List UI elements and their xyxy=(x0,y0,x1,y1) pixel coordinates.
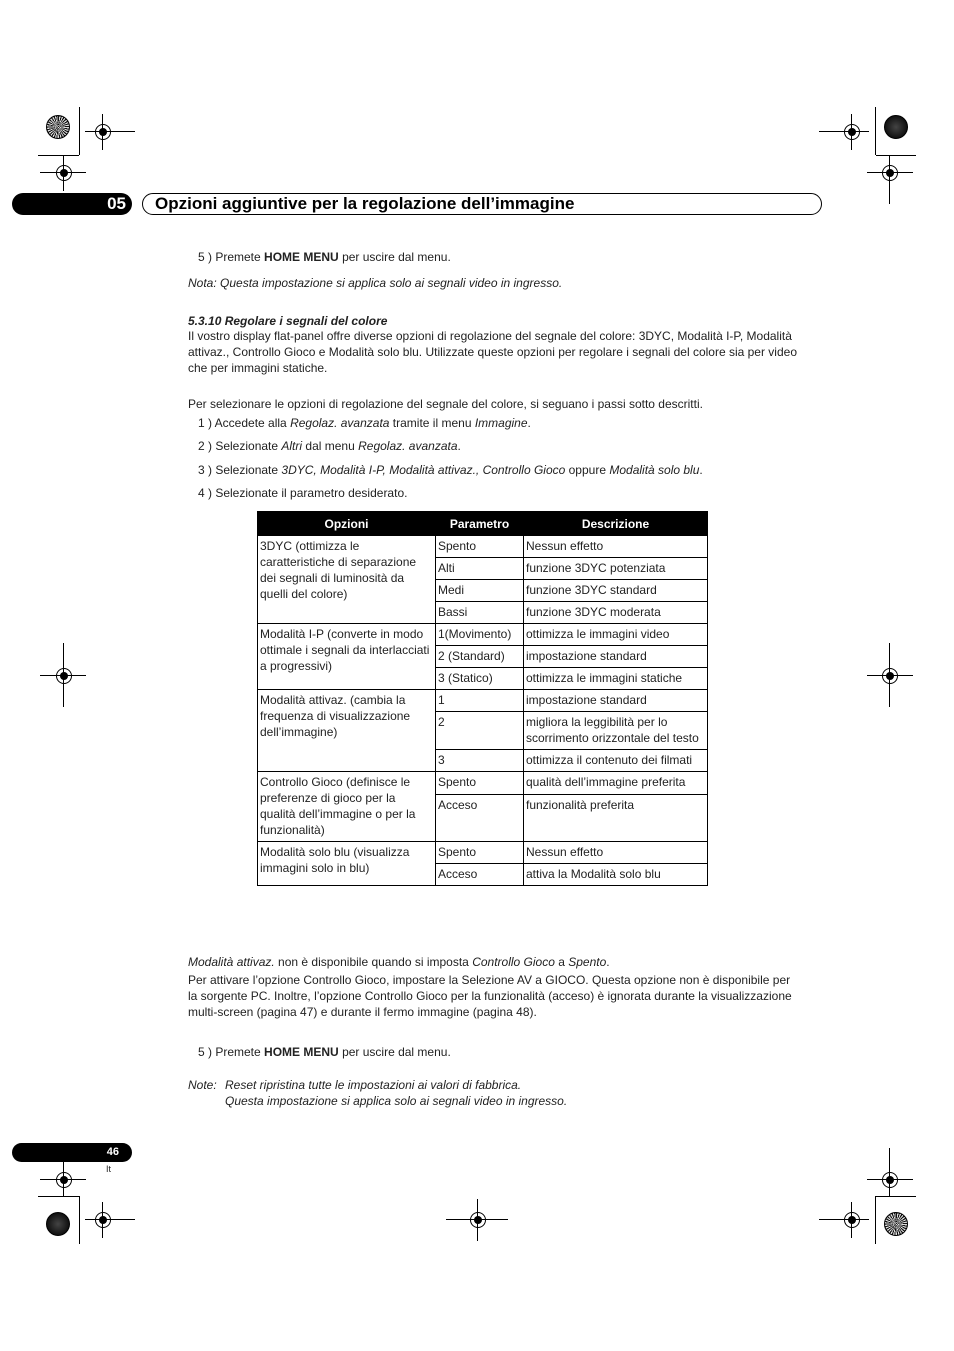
option-cell: Modalità solo blu (visualizza immagini solo in blu) xyxy=(258,842,436,886)
option-cell: 3DYC (ottimizza le caratteristiche di separazione dei segnali di luminosità da quelli del colore) xyxy=(258,536,436,624)
table-row xyxy=(258,772,708,795)
color-signal-options-table xyxy=(257,511,708,886)
desc-cell: ottimizza le immagini video xyxy=(524,624,708,646)
desc-cell: funzione 3DYC standard xyxy=(524,580,708,602)
color-wheel-icon xyxy=(46,115,70,139)
registration-mark-icon xyxy=(844,124,860,140)
registration-mark-icon xyxy=(56,1172,72,1188)
param-cell: 1 xyxy=(436,690,524,712)
param-cell: Alti xyxy=(436,558,524,580)
desc-cell: funzione 3DYC potenziata xyxy=(524,558,708,580)
section-para1-line3: che per immagini statiche. xyxy=(188,361,328,375)
param-cell: Medi xyxy=(436,580,524,602)
param-cell: Bassi xyxy=(436,602,524,624)
color-wheel-icon xyxy=(884,1212,908,1236)
param-cell: 1(Movimento) xyxy=(436,624,524,646)
step-3: 3 ) Selezionate 3DYC, Modalità I-P, Modalità attivaz., Controllo Gioco oppure Modalità solo blu. xyxy=(198,463,703,477)
desc-cell: attiva la Modalità solo blu xyxy=(524,864,708,886)
page-number-badge xyxy=(12,1143,132,1162)
section-para2: Per selezionare le opzioni di regolazione del segnale del colore, si seguano i passi sotto descritti. xyxy=(188,397,703,411)
header-descrizione: Descrizione xyxy=(524,512,708,536)
table-header-row xyxy=(258,512,708,536)
table-row xyxy=(258,536,708,558)
registration-mark-icon xyxy=(844,1212,860,1228)
registration-mark-icon xyxy=(95,1212,111,1228)
option-cell: Controllo Gioco (definisce le preferenze di gioco per la qualità dell’immagine o per la funzionalità) xyxy=(258,772,436,842)
desc-cell: funzionalità preferita xyxy=(524,795,708,842)
section-para1-line2: attivaz., Controllo Gioco e Modalità solo blu. Utilizzate queste opzioni per regolare i segnali del colore sia per video xyxy=(188,345,797,359)
registration-mark-icon xyxy=(95,124,111,140)
param-cell: 2 xyxy=(436,712,524,750)
table-row xyxy=(258,624,708,646)
param-cell: 2 (Standard) xyxy=(436,646,524,668)
step-4: 4 ) Selezionate il parametro desiderato. xyxy=(198,486,408,500)
registration-mark-icon xyxy=(56,165,72,181)
registration-mark-icon xyxy=(56,668,72,684)
color-wheel-icon xyxy=(884,115,908,139)
param-cell: Acceso xyxy=(436,864,524,886)
option-cell: Modalità attivaz. (cambia la frequenza di visualizzazione dell’immagine) xyxy=(258,690,436,772)
desc-cell: impostazione standard xyxy=(524,646,708,668)
registration-mark-icon xyxy=(882,668,898,684)
desc-cell: funzione 3DYC moderata xyxy=(524,602,708,624)
chapter-number-badge xyxy=(12,193,132,215)
desc-cell: impostazione standard xyxy=(524,690,708,712)
after-para-line1: Per attivare l’opzione Controllo Gioco, impostare la Selezione AV a GIOCO. Questa opzione non è disponibile per xyxy=(188,973,791,987)
param-cell: 3 (Statico) xyxy=(436,668,524,690)
chapter-title-bar xyxy=(142,193,822,215)
registration-mark-icon xyxy=(882,165,898,181)
desc-cell: Nessun effetto xyxy=(524,536,708,558)
param-cell: 3 xyxy=(436,750,524,772)
param-cell: Acceso xyxy=(436,795,524,842)
step-1: 1 ) Accedete alla Regolaz. avanzata tramite il menu Immagine. xyxy=(198,416,531,430)
after-para-line2: la sorgente PC. Inoltre, l’opzione Controllo Gioco per la funzionalità (acceso) è ignorata durante la visualizzazione xyxy=(188,989,792,1003)
intro-step-5: 5 ) Premete HOME MENU per uscire dal menu. xyxy=(198,250,451,264)
intro-note: Nota: Questa impostazione si applica solo ai segnali video in ingresso. xyxy=(188,276,563,290)
section-title: 5.3.10 Regolare i segnali del colore xyxy=(188,314,388,328)
section-para1-line1: Il vostro display flat-panel offre diverse opzioni di regolazione del segnale del colore: 3DYC, Modalità I-P, Modalità xyxy=(188,329,792,343)
param-cell: Spento xyxy=(436,536,524,558)
chapter-title: Opzioni aggiuntive per la regolazione dell’immagine xyxy=(155,194,575,213)
page-number: 46 xyxy=(106,1146,119,1158)
after-para-line3: multi-screen (pagina 47) e durante il fermo immagine (pagina 48). xyxy=(188,1005,537,1019)
registration-mark-icon xyxy=(882,1172,898,1188)
desc-cell: qualità dell’immagine preferita xyxy=(524,772,708,795)
param-cell: Spento xyxy=(436,842,524,864)
note-label: Note: xyxy=(188,1078,217,1092)
registration-mark-icon xyxy=(470,1212,486,1228)
header-parametro: Parametro xyxy=(436,512,524,536)
note-line-2: Questa impostazione si applica solo ai segnali video in ingresso. xyxy=(225,1094,568,1108)
color-wheel-icon xyxy=(46,1212,70,1236)
after-step-5: 5 ) Premete HOME MENU per uscire dal menu. xyxy=(198,1045,451,1059)
chapter-number: 05 xyxy=(107,194,126,213)
desc-cell: ottimizza le immagini statiche xyxy=(524,668,708,690)
language-code: It xyxy=(106,1164,112,1174)
desc-cell: ottimizza il contenuto dei filmati xyxy=(524,750,708,772)
desc-cell: Nessun effetto xyxy=(524,842,708,864)
step-2: 2 ) Selezionate Altri dal menu Regolaz. avanzata. xyxy=(198,439,461,453)
note-line-1: Reset ripristina tutte le impostazioni ai valori di fabbrica. xyxy=(225,1078,522,1092)
table-row xyxy=(258,690,708,712)
param-cell: Spento xyxy=(436,772,524,795)
desc-cell: migliora la leggibilità per lo scorrimento orizzontale del testo xyxy=(524,712,708,750)
after-note-1: Modalità attivaz. non è disponibile quando si imposta Controllo Gioco a Spento. xyxy=(188,955,610,969)
option-cell: Modalità I-P (converte in modo ottimale i segnali da interlacciati a progressivi) xyxy=(258,624,436,690)
header-opzioni: Opzioni xyxy=(258,512,436,536)
table-row xyxy=(258,842,708,864)
